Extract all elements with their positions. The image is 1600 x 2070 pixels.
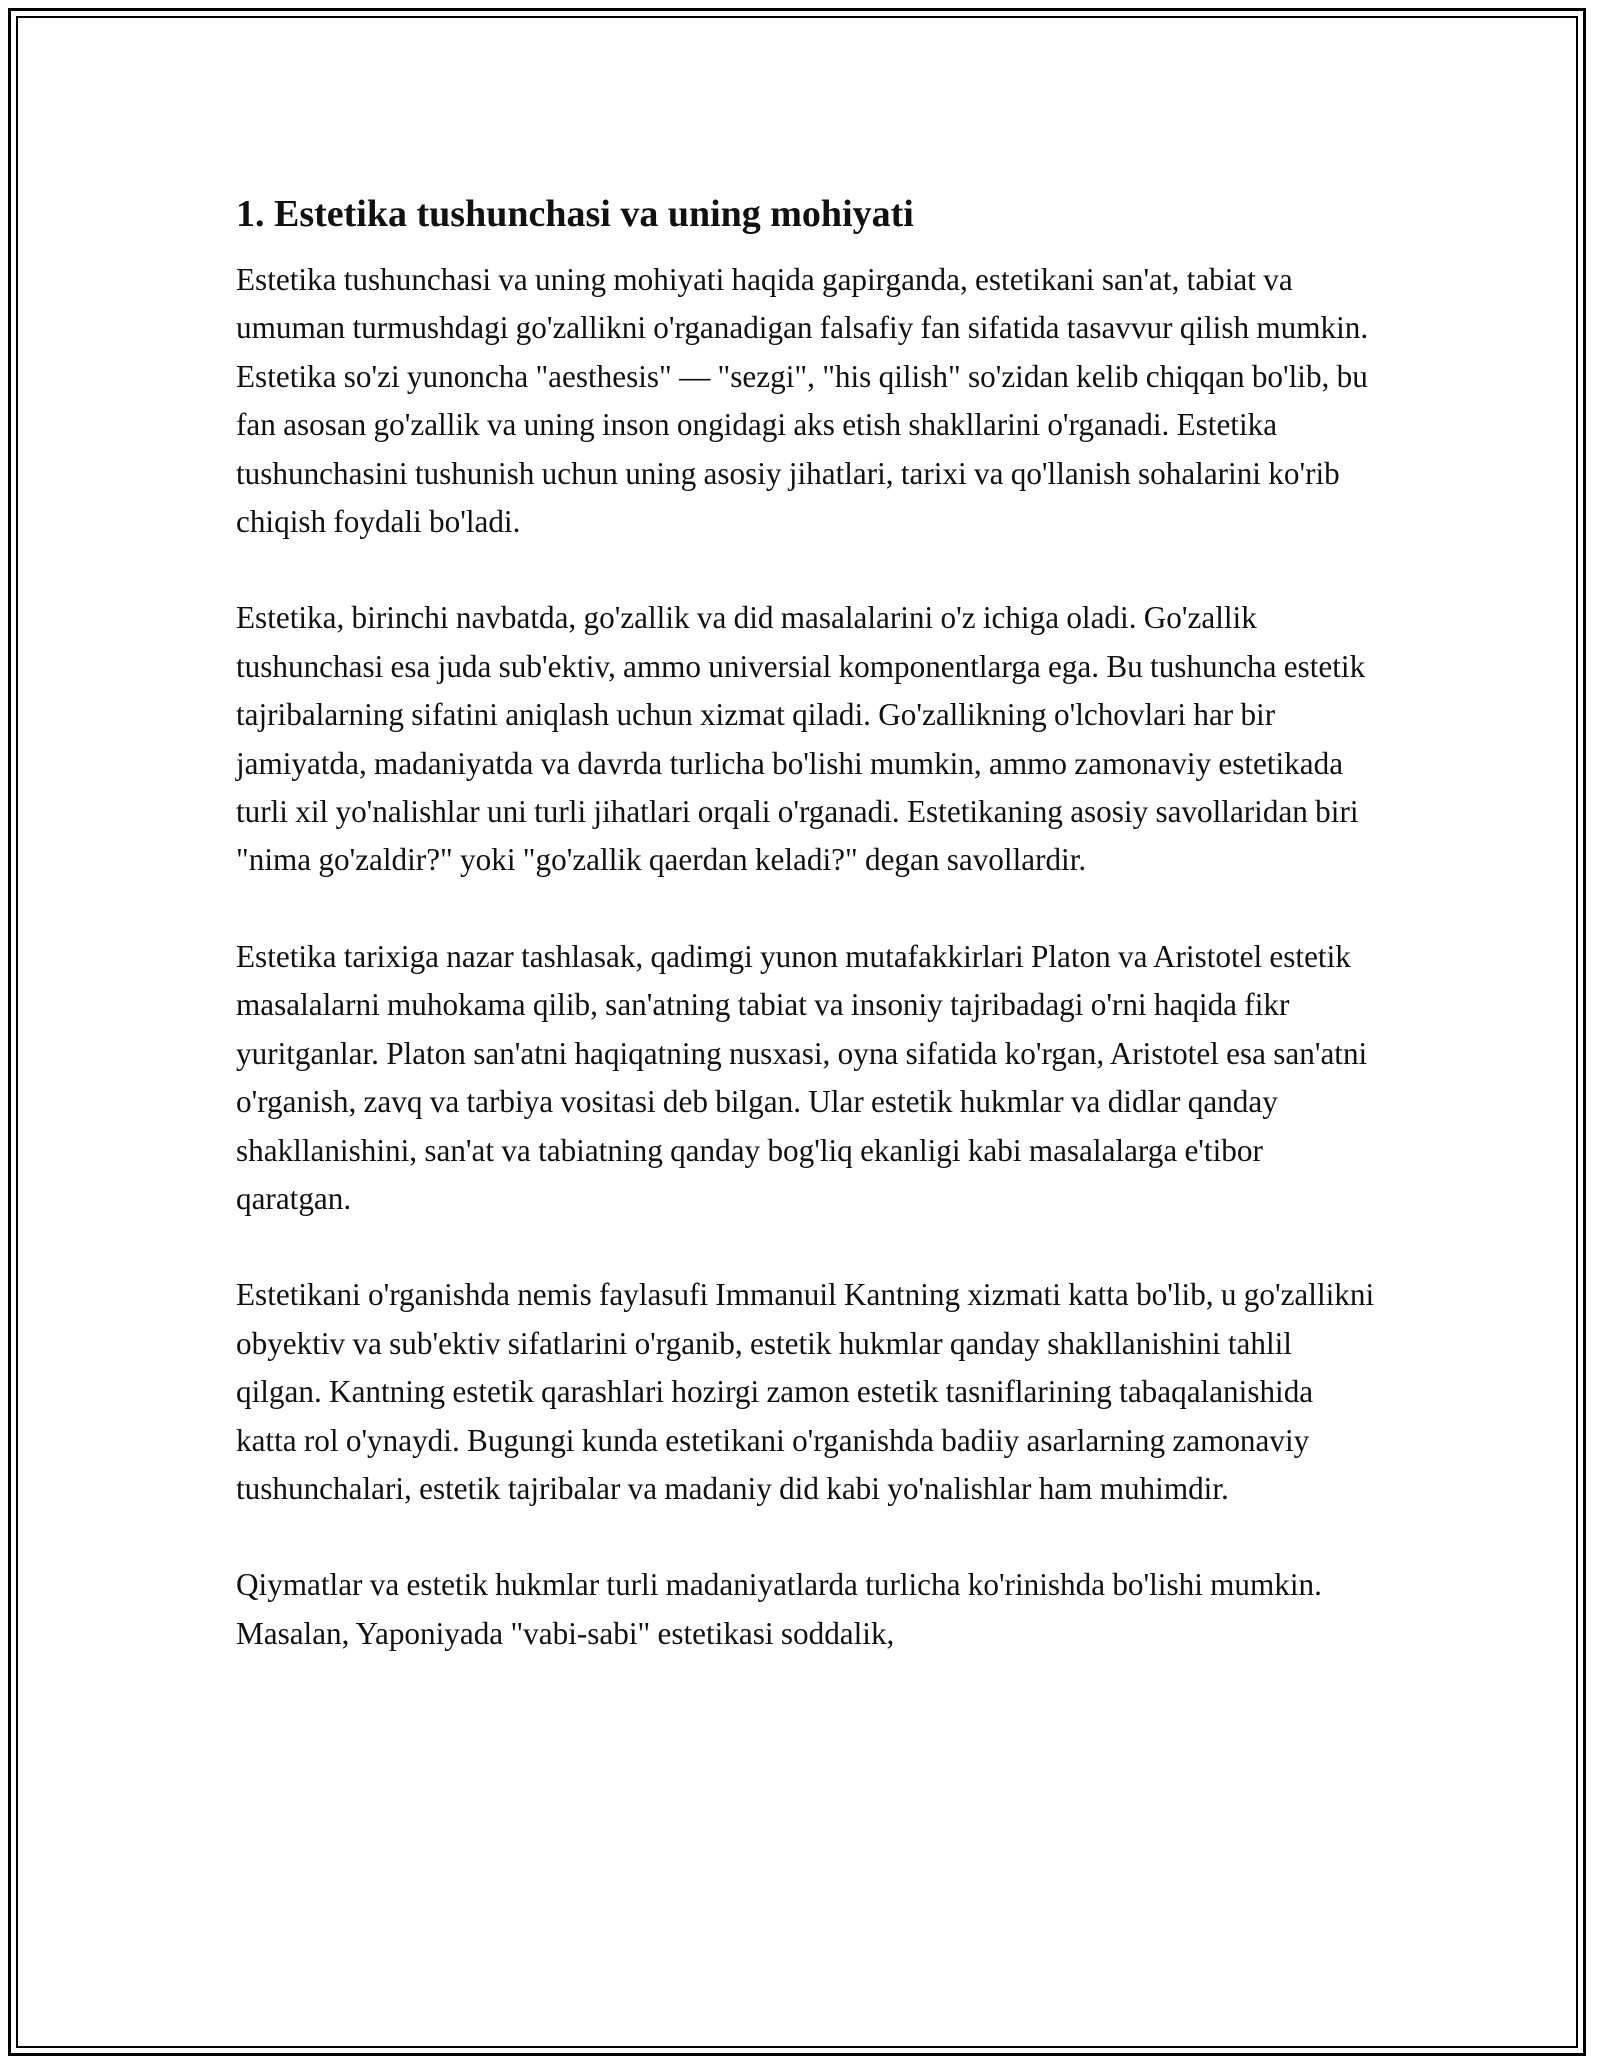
paragraph-1: Estetika tushunchasi va uning mohiyati haqida gapirganda, estetikani san'at, tabiat va umuman turmushdagi go'zallikni o'rganadigan falsafiy fan sifatida tasavvur qilish mumkin. Estetika so'zi yunoncha "aesthesis" — "sezgi", "his qilish" so'zidan kelib chiqqan bo'lib, bu fan asosan go'zallik va uning inson ongidagi aks etish shakllarini o'rganadi. Estetika tushunchasini tushunish uchun uning asosiy jihatlari, tarixi va qo'llanish sohalarini ko'rib chiqish foydali bo'ladi. bbox=[236, 262, 1369, 540]
paragraph-2: Estetika, birinchi navbatda, go'zallik va did masalalarini o'z ichiga oladi. Go'zallik tushunchasi esa juda sub'ektiv, ammo universial komponentlarga ega. Bu tushuncha estetik tajribalarning sifatini aniqlash uchun xizmat qiladi. Go'zallikning o'lchovlari har bir jamiyatda, madaniyatda va davrda turlicha bo'lishi mumkin, ammo zamonaviy estetikada turli xil yo'nalishlar uni turli jihatlari orqali o'rganadi. Estetikaning asosiy savollaridan biri "nima go'zaldir?" yoki "go'zallik qaerdan keladi?" degan savollardir. bbox=[236, 600, 1366, 878]
section-heading: 1. Estetika tushunchasi va uning mohiyati bbox=[236, 193, 914, 235]
paragraph-4: Estetikani o'rganishda nemis faylasufi Immanuil Kantning xizmati katta bo'lib, u go'zallikni obyektiv va sub'ektiv sifatlarini o'rganib, estetik hukmlar qanday shakllanishini tahlil qilgan. Kantning estetik qarashlari hozirgi zamon estetik tasniflarining tabaqalanishida katta rol o'ynaydi. Bugungi kunda estetikani o'rganishda badiiy asarlarning zamonaviy tushunchalari, estetik tajribalar va madaniy did kabi yo'nalishlar ham muhimdir. bbox=[236, 1277, 1375, 1506]
paragraph-5: Qiymatlar va estetik hukmlar turli madaniyatlarda turlicha ko'rinishda bo'lishi mumkin. Masalan, Yaponiyada "vabi-sabi" estetikasi soddalik, bbox=[236, 1567, 1322, 1651]
document-body bbox=[236, 186, 1376, 1706]
paragraph-3: Estetika tarixiga nazar tashlasak, qadimgi yunon mutafakkirlari Platon va Aristotel estetik masalalarni muhokama qilib, san'atning tabiat va insoniy tajribadagi o'rni haqida fikr yuritganlar. Platon san'atni haqiqatning nusxasi, oyna sifatida ko'rgan, Aristotel esa san'atni o'rganish, zavq va tarbiya vositasi deb bilgan. Ular estetik hukmlar va didlar qanday shakllanishini, san'at va tabiatning qanday bog'liq ekanligi kabi masalalarga e'tibor qaratgan. bbox=[236, 938, 1368, 1216]
